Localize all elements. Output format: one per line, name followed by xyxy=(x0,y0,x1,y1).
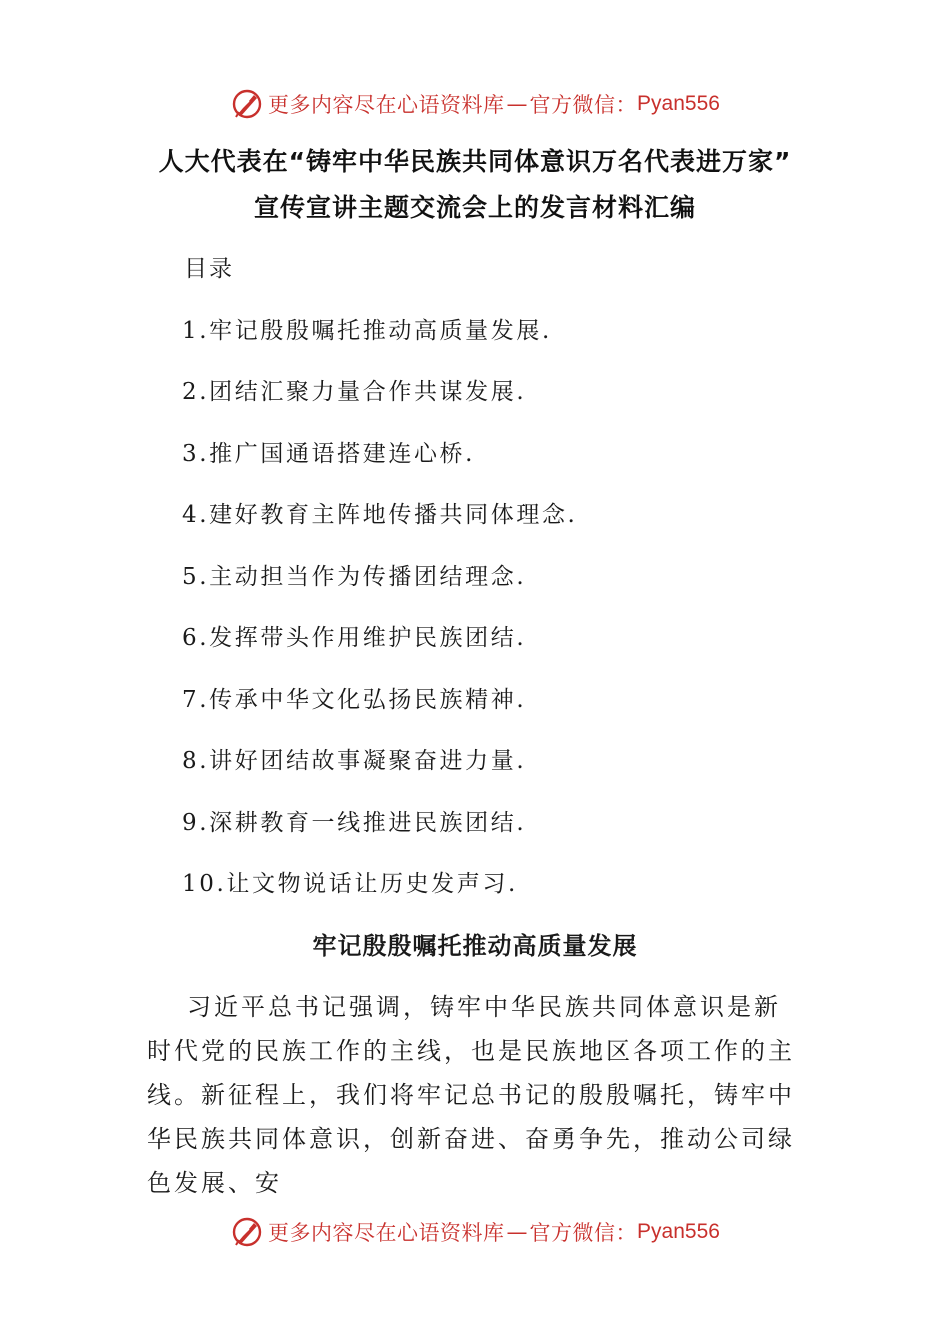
banner-wechat-id: Pyan556 xyxy=(637,1220,720,1243)
toc-item-8: 8.讲好团结故事凝聚奋进力量. xyxy=(182,748,527,774)
document-title-line2: 宣传宣讲主题交流会上的发言材料汇编 xyxy=(253,193,696,222)
toc-item-9: 9.深耕教育一线推进民族团结. xyxy=(182,810,527,836)
toc-item-10: 10.让文物说话让历史发声习. xyxy=(182,871,518,897)
quill-pen-logo-icon xyxy=(230,87,264,121)
header-banner xyxy=(0,84,950,124)
banner-separator: — xyxy=(506,92,528,116)
footer-banner xyxy=(0,1212,950,1252)
toc-item-2: 2.团结汇聚力量合作共谋发展. xyxy=(182,379,527,405)
toc-heading: 目录 xyxy=(184,256,234,282)
banner-separator: — xyxy=(506,1220,528,1244)
toc-item-1: 1.牢记殷殷嘱托推动高质量发展. xyxy=(182,318,552,344)
toc-item-3: 3.推广国通语搭建连心桥. xyxy=(182,441,476,467)
toc-item-6: 6.发挥带头作用维护民族团结. xyxy=(182,625,527,651)
banner-text: 更多内容尽在心语资料库 xyxy=(268,93,505,117)
banner-wechat-id: Pyan556 xyxy=(637,92,720,115)
banner-text: 更多内容尽在心语资料库 xyxy=(268,1221,505,1245)
toc-item-4: 4.建好教育主阵地传播共同体理念. xyxy=(182,502,578,528)
document-title-line1: 人大代表在“铸牢中华民族共同体意识万名代表进万家” xyxy=(158,147,792,176)
toc-item-5: 5.主动担当作为传播团结理念. xyxy=(182,564,527,590)
quill-pen-logo-icon xyxy=(230,1215,264,1249)
banner-wechat-label: 官方微信： xyxy=(529,1221,638,1245)
section-title: 牢记殷殷嘱托推动高质量发展 xyxy=(312,932,638,960)
banner-wechat-label: 官方微信： xyxy=(529,93,638,117)
toc-item-7: 7.传承中华文化弘扬民族精神. xyxy=(182,687,527,713)
body-paragraph: 习近平总书记强调，铸牢中华民族共同体意识是新时代党的民族工作的主线，也是民族地区各项工作的主线。新征程上，我们将牢记总书记的殷殷嘱托，铸牢中华民族共同体意识，创新奋进、奋勇争先，推动公司绿色发展、安 xyxy=(147,993,795,1197)
